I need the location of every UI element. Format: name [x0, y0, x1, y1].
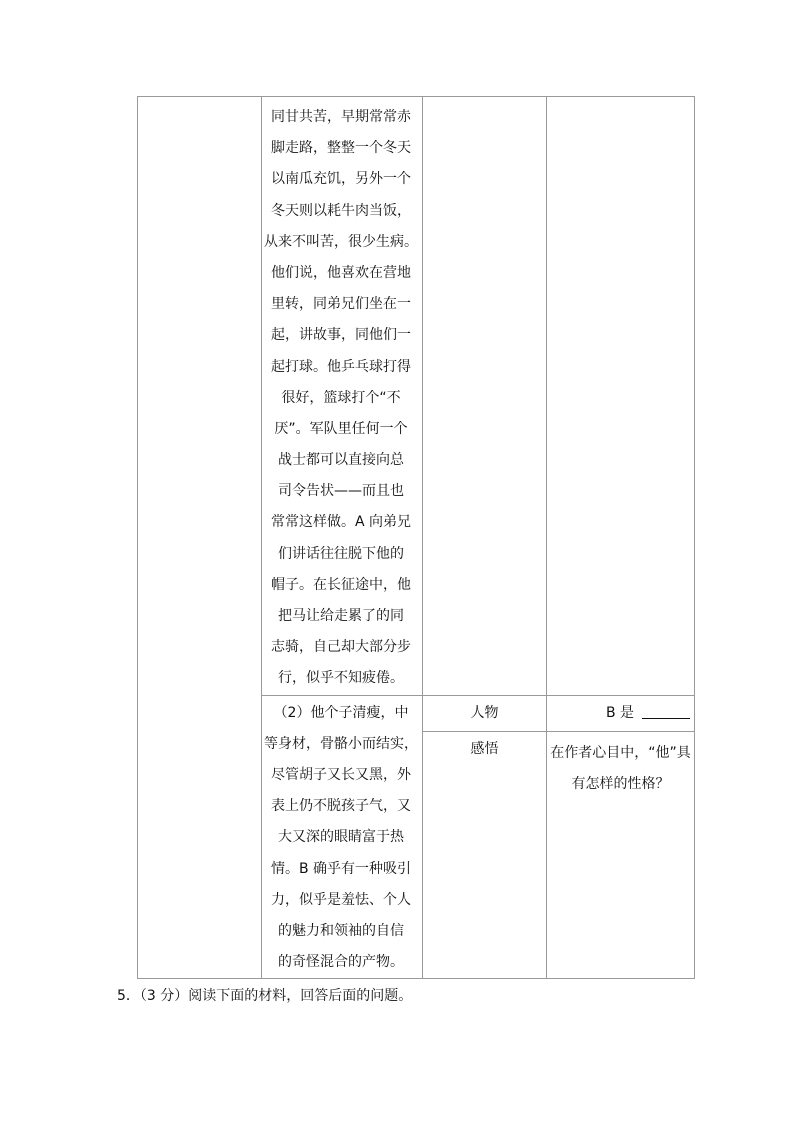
- passage-cell-bottom: [262, 695, 423, 979]
- empty-cell: [423, 97, 547, 696]
- text-line: 行，似乎不知疲倦。: [278, 670, 404, 687]
- text-line: 脚走路，整整一个冬天: [271, 140, 411, 157]
- reading-table: [137, 96, 695, 979]
- text-line: 表上仍不脱孩子气，又: [271, 798, 411, 815]
- passage-text: [262, 97, 422, 695]
- text-line: 们讲话往往脱下他的: [278, 545, 404, 562]
- text-line: 尽管胡子又长又黑，外: [271, 766, 411, 783]
- text-line: 他们说，他喜欢在营地: [271, 264, 411, 281]
- empty-cell: [138, 97, 262, 979]
- text-line: 里转，同弟兄们坐在一: [271, 296, 411, 313]
- text-line: 大又深的眼睛富于热: [278, 829, 404, 846]
- text-line: 从来不叫苦，很少生病。: [264, 233, 418, 250]
- text-line: 帽子。在长征途中，他: [271, 576, 411, 593]
- text-line: 冬天则以耗牛肉当饭，: [271, 202, 411, 219]
- text-line: 的奇怪混合的产物。: [278, 954, 404, 971]
- text-line: 情。B 确乎有一种吸引: [270, 860, 412, 877]
- text-line: 司令告状——而且也: [278, 483, 404, 500]
- text-line: 以南瓜充饥，另外一个: [271, 171, 411, 188]
- question-cell: [547, 732, 695, 979]
- person-label: 人物: [470, 704, 499, 721]
- text-line: 战士都可以直接向总: [278, 452, 404, 469]
- empty-cell: [547, 97, 695, 696]
- text-line: 把马让给走累了的同: [278, 608, 404, 624]
- text-line: 厌”。军队里任何一个: [274, 420, 408, 437]
- insight-label-cell: [423, 732, 547, 979]
- blank-prefix: B 是: [605, 704, 634, 721]
- text-line: 有怎样的性格？: [571, 776, 670, 793]
- text-line: 的魅力和领袖的自信: [278, 922, 404, 939]
- text-line: 常常这样做。A 向弟兄: [270, 514, 412, 531]
- text-line: 起，讲故事，同他们一: [271, 327, 411, 344]
- passage-text: [262, 696, 422, 979]
- passage-cell-top: [262, 97, 423, 696]
- question-5-heading: 5．（3 分）阅读下面的材料，回答后面的问题。: [117, 988, 413, 1004]
- text-line: 在作者心目中，“他”具: [550, 745, 691, 762]
- text-line: 很好，篮球打个“不: [281, 389, 401, 406]
- text-line: 起打球。他乒乓球打得: [271, 358, 411, 375]
- insight-label: 感悟: [470, 741, 499, 758]
- person-label-cell: [423, 695, 547, 732]
- text-line: 等身材，骨骼小而结实，: [264, 735, 418, 752]
- text-line: 志骑，自己却大部分步: [271, 639, 411, 656]
- table-row: [138, 97, 695, 696]
- answer-cell: [547, 695, 695, 732]
- text-line: 力，似乎是羞怯、个人: [271, 891, 411, 908]
- text-line: 同甘共苦，早期常常赤: [271, 109, 411, 125]
- answer-blank[interactable]: [642, 704, 690, 719]
- question-text: [547, 732, 694, 800]
- answer-blank-row: [547, 696, 694, 730]
- text-line: （2）他个子清瘦，中: [273, 704, 409, 721]
